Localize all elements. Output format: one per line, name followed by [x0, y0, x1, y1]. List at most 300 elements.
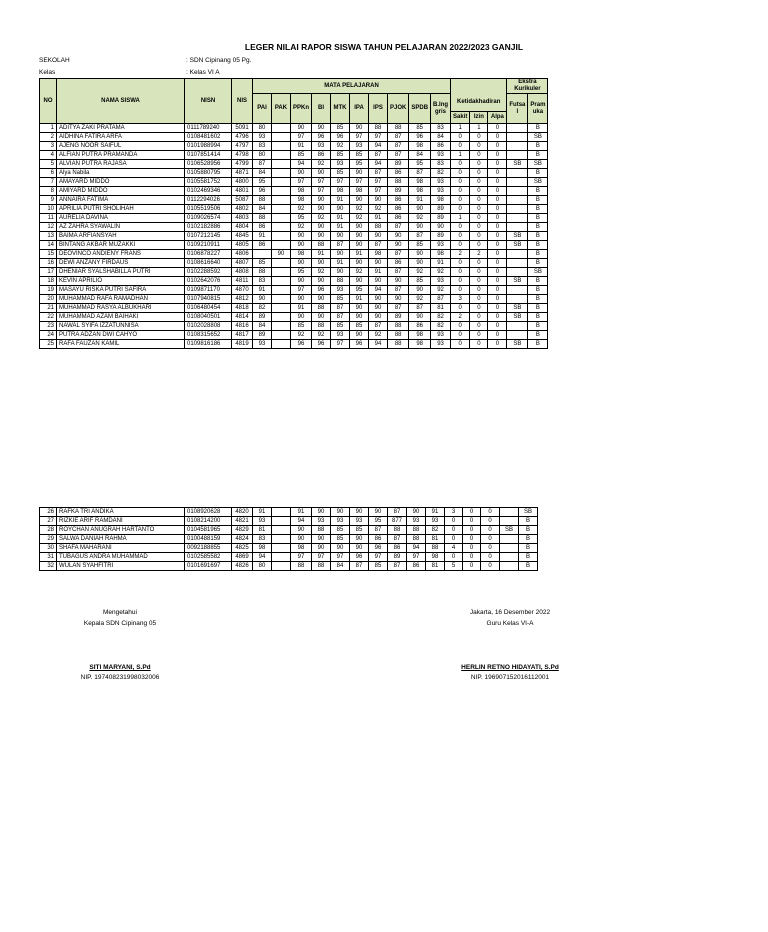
- table-cell: 98: [426, 553, 445, 562]
- table-cell: 96: [331, 133, 350, 142]
- table-cell: 0: [470, 205, 488, 214]
- table-cell: 90: [331, 508, 350, 517]
- table-cell: 4811: [232, 277, 253, 286]
- table-cell: 11: [40, 214, 57, 223]
- table-cell: 98: [409, 340, 431, 349]
- table-cell: 89: [431, 214, 451, 223]
- table-cell: 4870: [232, 286, 253, 295]
- table-cell: 98: [409, 331, 431, 340]
- table-cell: 86: [312, 151, 331, 160]
- table-cell: 88: [253, 214, 272, 223]
- table-cell: SB: [528, 133, 548, 142]
- table-cell: 0: [470, 322, 488, 331]
- table-cell: 0106878227: [185, 250, 232, 259]
- table-cell: 85: [350, 151, 369, 160]
- col-no: NO: [40, 79, 57, 124]
- table-cell: 0: [488, 151, 507, 160]
- table-cell: 96: [369, 544, 388, 553]
- table-cell: 93: [431, 241, 451, 250]
- table-cell: 90: [291, 295, 312, 304]
- table-cell: B: [528, 295, 548, 304]
- table-cell: B: [528, 340, 548, 349]
- table-cell: [507, 178, 528, 187]
- table-cell: 96: [350, 340, 369, 349]
- table-cell: 0: [488, 295, 507, 304]
- table-cell: 90: [331, 250, 350, 259]
- table-cell: 92: [331, 142, 350, 151]
- table-cell: 83: [253, 277, 272, 286]
- table-cell: 93: [312, 517, 331, 526]
- table-cell: 92: [291, 223, 312, 232]
- table-cell: 0: [488, 196, 507, 205]
- table-cell: 80: [253, 151, 272, 160]
- table-cell: 84: [409, 151, 431, 160]
- table-cell: [272, 286, 291, 295]
- table-cell: 90: [350, 259, 369, 268]
- table-cell: 0: [470, 295, 488, 304]
- table-cell: 85: [409, 124, 431, 133]
- table-cell: 0: [463, 508, 481, 517]
- table-cell: 13: [40, 232, 57, 241]
- table-cell: 0: [470, 214, 488, 223]
- table-cell: [272, 295, 291, 304]
- table-cell: 19: [40, 286, 57, 295]
- table-cell: B: [528, 223, 548, 232]
- table-cell: [507, 259, 528, 268]
- table-cell: 0111789240: [185, 124, 232, 133]
- table-cell: 90: [331, 268, 350, 277]
- table-cell: 85: [409, 277, 431, 286]
- table-cell: 0: [470, 151, 488, 160]
- table-cell: 95: [409, 160, 431, 169]
- table-cell: 93: [431, 178, 451, 187]
- table-cell: 93: [431, 151, 451, 160]
- table-cell: 9: [40, 196, 57, 205]
- table-cell: B: [528, 304, 548, 313]
- table-cell: 3: [451, 295, 470, 304]
- table-cell: [272, 205, 291, 214]
- table-cell: 87: [388, 286, 409, 295]
- sign-left-name: SITI MARYANI, S.Pd: [89, 664, 151, 671]
- table-cell: 0: [470, 268, 488, 277]
- table-cell: 92: [291, 331, 312, 340]
- table-cell: 0107851414: [185, 151, 232, 160]
- table-cell: 87: [431, 295, 451, 304]
- table-cell: AMAYARD MIDDO: [57, 178, 185, 187]
- table-cell: 20: [40, 295, 57, 304]
- table-cell: 86: [388, 196, 409, 205]
- table-cell: 0107940815: [185, 295, 232, 304]
- table-cell: 88: [369, 223, 388, 232]
- table-cell: 90: [312, 313, 331, 322]
- table-cell: 93: [253, 340, 272, 349]
- table-cell: 92: [291, 205, 312, 214]
- table-cell: 90: [291, 241, 312, 250]
- table-row: [40, 268, 548, 277]
- grades-table: [39, 78, 548, 349]
- table-cell: 96: [312, 340, 331, 349]
- table-cell: 98: [350, 187, 369, 196]
- sign-right-line2: Guru Kelas VI-A: [486, 620, 534, 627]
- school-label: SEKOLAH: [39, 57, 70, 64]
- table-cell: [272, 304, 291, 313]
- table-cell: B: [528, 214, 548, 223]
- table-cell: SB: [500, 526, 519, 535]
- table-cell: RAFKA TRI ANDIKA: [57, 508, 185, 517]
- table-cell: 0: [488, 223, 507, 232]
- table-cell: 97: [331, 340, 350, 349]
- table-cell: 91: [431, 259, 451, 268]
- grades-table-continued: [39, 507, 538, 571]
- table-cell: 92: [431, 286, 451, 295]
- table-cell: 90: [291, 232, 312, 241]
- table-cell: 90: [369, 295, 388, 304]
- table-cell: SB: [528, 268, 548, 277]
- col-subject: PAI: [253, 94, 272, 124]
- table-cell: 83: [431, 124, 451, 133]
- table-cell: [507, 322, 528, 331]
- table-cell: 877: [388, 517, 407, 526]
- table-cell: 92: [350, 214, 369, 223]
- sign-left-line1: Mengetahui: [103, 609, 137, 616]
- table-cell: B: [528, 151, 548, 160]
- table-cell: 94: [253, 553, 272, 562]
- table-cell: [272, 187, 291, 196]
- table-cell: [272, 535, 291, 544]
- table-cell: 97: [331, 178, 350, 187]
- table-cell: 93: [331, 160, 350, 169]
- table-cell: SB: [507, 340, 528, 349]
- table-cell: 90: [331, 544, 350, 553]
- col-mapel: MATA PELAJARAN: [253, 79, 451, 94]
- table-cell: 0: [488, 304, 507, 313]
- table-cell: 2: [470, 250, 488, 259]
- table-row: [40, 562, 538, 571]
- table-cell: 97: [291, 178, 312, 187]
- table-row: [40, 304, 548, 313]
- table-cell: 90: [291, 277, 312, 286]
- table-cell: [272, 241, 291, 250]
- table-cell: 92: [312, 160, 331, 169]
- table-cell: 0: [470, 259, 488, 268]
- col-absence: Izin: [470, 112, 488, 124]
- table-cell: AMIYARD MIDDO: [57, 187, 185, 196]
- table-cell: 90: [312, 295, 331, 304]
- table-cell: 0: [481, 526, 500, 535]
- table-cell: B: [528, 205, 548, 214]
- col-ekstra: Ekstra Kurikuler: [507, 79, 548, 94]
- table-cell: 1: [451, 124, 470, 133]
- table-cell: 4798: [232, 151, 253, 160]
- table-row: [40, 295, 548, 304]
- table-cell: 82: [431, 313, 451, 322]
- table-cell: 0: [488, 169, 507, 178]
- col-empty: [451, 79, 507, 94]
- table-cell: [272, 553, 291, 562]
- table-cell: ANNAIRA FATIMA: [57, 196, 185, 205]
- table-cell: 0: [451, 286, 470, 295]
- table-cell: 0: [451, 169, 470, 178]
- table-cell: [500, 562, 519, 571]
- table-cell: [507, 169, 528, 178]
- table-cell: 91: [291, 508, 312, 517]
- table-cell: 90: [312, 196, 331, 205]
- table-cell: 98: [431, 196, 451, 205]
- col-subject: SPDB: [409, 94, 431, 124]
- table-cell: 97: [369, 187, 388, 196]
- table-cell: SHAFA MAHARANI: [57, 544, 185, 553]
- table-cell: 90: [312, 277, 331, 286]
- table-cell: 0102585582: [185, 553, 232, 562]
- table-cell: [272, 151, 291, 160]
- table-cell: 97: [312, 178, 331, 187]
- table-cell: 90: [388, 277, 409, 286]
- table-cell: 95: [350, 160, 369, 169]
- table-cell: 0100488159: [185, 535, 232, 544]
- table-cell: 90: [369, 313, 388, 322]
- table-cell: 86: [431, 142, 451, 151]
- table-cell: 4802: [232, 205, 253, 214]
- table-cell: 0108040501: [185, 313, 232, 322]
- table-cell: 85: [331, 151, 350, 160]
- table-cell: B: [528, 187, 548, 196]
- table-cell: 82: [253, 304, 272, 313]
- table-cell: 94: [369, 160, 388, 169]
- table-cell: 26: [40, 508, 57, 517]
- table-cell: 87: [388, 535, 407, 544]
- table-cell: 81: [253, 526, 272, 535]
- table-cell: DHENIAR SYALSHABILLA PUTRI: [57, 268, 185, 277]
- table-cell: 86: [253, 223, 272, 232]
- table-row: [40, 526, 538, 535]
- table-cell: 85: [331, 124, 350, 133]
- table-cell: 28: [40, 526, 57, 535]
- table-cell: 86: [388, 214, 409, 223]
- table-cell: 0: [481, 544, 500, 553]
- table-cell: SB: [507, 160, 528, 169]
- table-cell: [272, 178, 291, 187]
- table-cell: 87: [369, 169, 388, 178]
- table-cell: 4825: [232, 544, 253, 553]
- table-cell: [272, 259, 291, 268]
- table-cell: [507, 268, 528, 277]
- table-cell: 90: [431, 223, 451, 232]
- table-cell: 88: [312, 322, 331, 331]
- table-cell: AZ ZAHRA SYAWALIN: [57, 223, 185, 232]
- class-row: [39, 69, 220, 76]
- table-cell: 92: [312, 214, 331, 223]
- table-cell: 0: [445, 526, 463, 535]
- table-cell: SB: [507, 304, 528, 313]
- table-cell: 98: [291, 196, 312, 205]
- table-cell: 88: [312, 241, 331, 250]
- table-cell: 23: [40, 322, 57, 331]
- table-cell: SB: [507, 313, 528, 322]
- table-cell: [272, 223, 291, 232]
- col-subject: B.Ing gris: [431, 94, 451, 124]
- table-cell: DEOVINCO ANDIENY FRANS: [57, 250, 185, 259]
- table-cell: 0: [451, 232, 470, 241]
- table-cell: 0: [451, 142, 470, 151]
- table-cell: 24: [40, 331, 57, 340]
- table-cell: 90: [350, 313, 369, 322]
- table-cell: B: [519, 562, 538, 571]
- table-cell: 91: [409, 196, 431, 205]
- table-cell: [507, 214, 528, 223]
- table-cell: 95: [350, 286, 369, 295]
- table-cell: 90: [407, 508, 426, 517]
- table-cell: [272, 562, 291, 571]
- table-cell: 4806: [232, 250, 253, 259]
- table-cell: 4817: [232, 331, 253, 340]
- table-cell: 4812: [232, 295, 253, 304]
- table-cell: 4820: [232, 508, 253, 517]
- table-cell: 0105880795: [185, 169, 232, 178]
- table-cell: 94: [407, 544, 426, 553]
- table-cell: B: [519, 553, 538, 562]
- table-cell: 4801: [232, 187, 253, 196]
- table-cell: [507, 205, 528, 214]
- table-cell: 91: [331, 214, 350, 223]
- table-cell: 90: [350, 508, 369, 517]
- table-cell: SALWA DANIAH RAHMA: [57, 535, 185, 544]
- table-cell: 4804: [232, 223, 253, 232]
- table-cell: 0: [463, 553, 481, 562]
- table-row: [40, 142, 548, 151]
- table-cell: 10: [40, 205, 57, 214]
- table-cell: 90: [388, 295, 409, 304]
- table-cell: 90: [369, 259, 388, 268]
- table-cell: 90: [369, 277, 388, 286]
- table-cell: 92: [409, 268, 431, 277]
- table-cell: 25: [40, 340, 57, 349]
- table-cell: 90: [369, 196, 388, 205]
- table-cell: 85: [350, 526, 369, 535]
- table-cell: 87: [409, 232, 431, 241]
- table-cell: 27: [40, 517, 57, 526]
- table-cell: 90: [350, 544, 369, 553]
- table-cell: 84: [253, 205, 272, 214]
- table-cell: 98: [291, 544, 312, 553]
- table-cell: 90: [312, 205, 331, 214]
- table-cell: 0102182886: [185, 223, 232, 232]
- table-cell: 0102288592: [185, 268, 232, 277]
- table-cell: 0: [488, 331, 507, 340]
- table-cell: 0: [451, 340, 470, 349]
- table-cell: 98: [291, 187, 312, 196]
- table-cell: 5: [40, 160, 57, 169]
- table-row: [40, 517, 538, 526]
- table-cell: 14: [40, 241, 57, 250]
- table-cell: 80: [253, 124, 272, 133]
- table-cell: 0: [470, 241, 488, 250]
- table-cell: 92: [350, 205, 369, 214]
- table-cell: 92: [312, 331, 331, 340]
- table-cell: 88: [388, 322, 409, 331]
- table-cell: 84: [431, 133, 451, 142]
- table-cell: 90: [312, 232, 331, 241]
- table-cell: 95: [291, 268, 312, 277]
- table-cell: 93: [253, 133, 272, 142]
- table-cell: 30: [40, 544, 57, 553]
- table-cell: 0: [451, 322, 470, 331]
- table-cell: 0: [463, 544, 481, 553]
- table-cell: 88: [388, 178, 409, 187]
- col-nis: NIS: [232, 79, 253, 124]
- table-cell: [500, 517, 519, 526]
- table-cell: B: [528, 259, 548, 268]
- table-cell: WULAN SYAHFITRI: [57, 562, 185, 571]
- table-cell: 86: [388, 544, 407, 553]
- table-cell: 0: [481, 562, 500, 571]
- table-cell: 32: [40, 562, 57, 571]
- table-cell: 88: [388, 340, 409, 349]
- table-row: [40, 331, 548, 340]
- table-cell: 90: [369, 508, 388, 517]
- table-cell: 0101988994: [185, 142, 232, 151]
- table-cell: 88: [388, 526, 407, 535]
- table-cell: 90: [291, 526, 312, 535]
- table-cell: 0107212145: [185, 232, 232, 241]
- table-cell: 5087: [232, 196, 253, 205]
- table-cell: 0: [488, 241, 507, 250]
- table-cell: [272, 508, 291, 517]
- table-cell: B: [519, 517, 538, 526]
- table-cell: 0109210911: [185, 241, 232, 250]
- table-cell: 0092188855: [185, 544, 232, 553]
- table-cell: 22: [40, 313, 57, 322]
- table-cell: 0: [470, 196, 488, 205]
- table-cell: 0: [445, 553, 463, 562]
- sign-right-line1: Jakarta, 16 Desember 2022: [469, 609, 551, 616]
- table-cell: 90: [350, 304, 369, 313]
- table-cell: 87: [388, 508, 407, 517]
- table-cell: 86: [409, 322, 431, 331]
- table-cell: MASAYU RISKA PUTRI SAFIRA: [57, 286, 185, 295]
- table-row: [40, 259, 548, 268]
- table-cell: 87: [409, 304, 431, 313]
- sign-right-name: HERLIN RETNO HIDAYATI, S.Pd: [461, 664, 559, 671]
- table-cell: 93: [331, 331, 350, 340]
- table-cell: 97: [312, 553, 331, 562]
- table-cell: 6: [40, 169, 57, 178]
- table-cell: 90: [312, 124, 331, 133]
- table-cell: 0: [470, 304, 488, 313]
- table-row: [40, 313, 548, 322]
- table-cell: 93: [312, 142, 331, 151]
- table-cell: 85: [409, 241, 431, 250]
- table-cell: 94: [291, 160, 312, 169]
- table-cell: 29: [40, 535, 57, 544]
- table-cell: [507, 295, 528, 304]
- table-cell: 90: [350, 196, 369, 205]
- table-cell: 0: [451, 277, 470, 286]
- table-cell: 89: [431, 232, 451, 241]
- table-cell: 88: [312, 304, 331, 313]
- table-cell: 91: [253, 508, 272, 517]
- table-cell: 91: [350, 295, 369, 304]
- table-row: [40, 241, 548, 250]
- table-cell: 90: [312, 259, 331, 268]
- table-cell: 83: [431, 160, 451, 169]
- table-cell: 92: [369, 331, 388, 340]
- table-cell: 86: [253, 241, 272, 250]
- table-cell: 92: [312, 268, 331, 277]
- table-row: [40, 286, 548, 295]
- table-cell: 2: [451, 313, 470, 322]
- table-cell: 93: [426, 517, 445, 526]
- table-cell: SB: [507, 241, 528, 250]
